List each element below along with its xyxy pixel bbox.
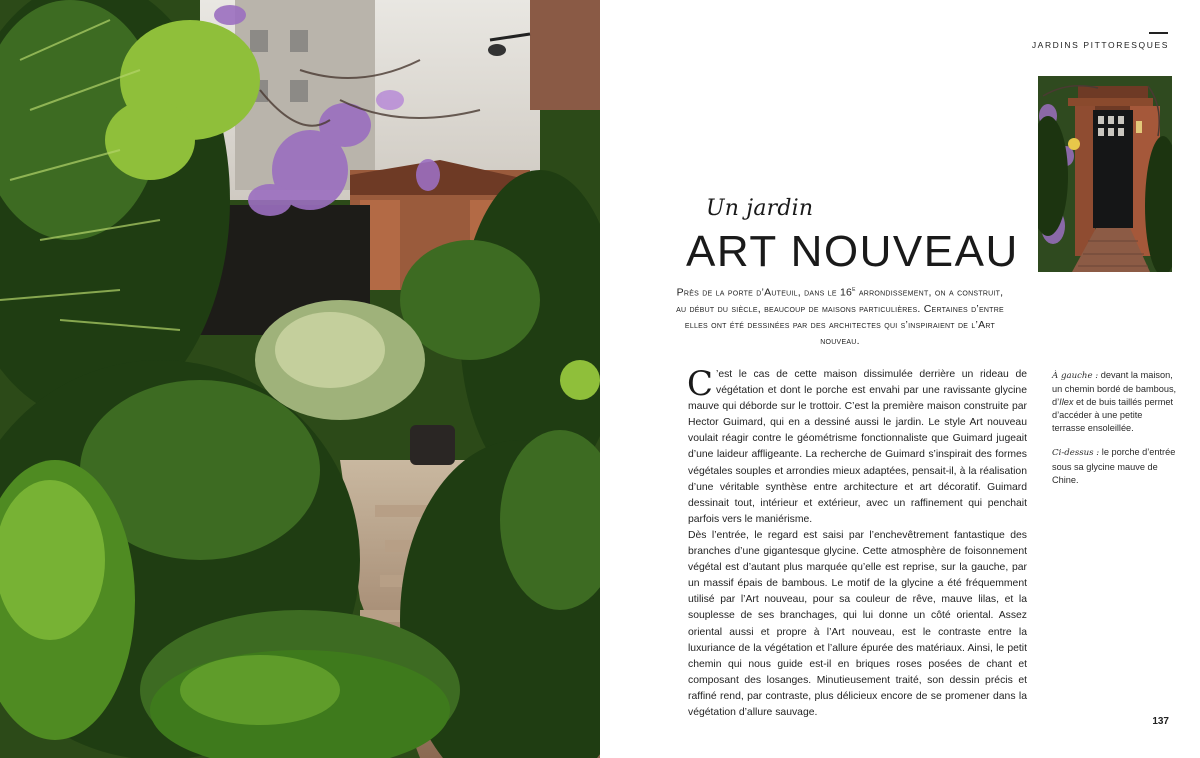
caption-above-text: le porche d’entrée sous sa glycine mauve de Chine.	[1052, 447, 1176, 485]
caption-above-label: Ci-dessus :	[1052, 448, 1100, 459]
captions	[1052, 369, 1178, 498]
page-number: 137	[1152, 716, 1169, 727]
caption-left-italic: Ilex	[1059, 397, 1074, 408]
caption-left	[1052, 369, 1178, 435]
caption-left-label: À gauche :	[1052, 371, 1099, 381]
porch-photo	[1038, 76, 1172, 272]
intro-line1-prefix: Près de la porte d’Auteuil, dans le 16	[676, 286, 853, 299]
header-rule	[1149, 32, 1168, 34]
body-paragraph-2: Dès l’entrée, le regard est saisi par l’enchevêtrement fantastique des branches d’une gigantesque glycine. Cette atmosphère de foisonnement végétal est d’autant plus marquée qu’elle est reprise, sur la gauche, par un massif épais de bambous. Le motif de la glycine a été fréquemment utilisé par l’Art nouveau, pour sa couleur de rêve, mauve lilas, et la souplesse de ses branchages, qui lui donne un côté oriental. Assez oriental aussi et propre à l’Art nouveau, est le contraste entre la luxuriance de la végétation et l’allure épurée des matériaux. Ainsi, le petit chemin qui nous guide est-il en briques roses posées de chant et composant des losanges. Minutieusement traité, son dessin précis et raffiné rend, par contraste, plus délicieux encore de se promener dans la végétation d’allure sauvage.	[688, 529, 1027, 718]
intro-paragraph	[675, 282, 1005, 349]
caption-left-text-b: et de buis taillés permet d’accéder à une petite terrasse ensoleillée.	[1052, 397, 1174, 434]
drop-cap: C	[687, 364, 714, 404]
intro-rest: on a construit, au début du siècle, beaucoup de maisons particulières. Certaines d’entre elles ont été dessinées par des architectes qui s’inspiraient de l’Art nouveau.	[676, 286, 1004, 347]
caption-above	[1052, 446, 1178, 486]
body-paragraph-1: ’est le cas de cette maison dissimulée derrière un rideau de végétation et dont le porche est envahi par une ravissante glycine mauve qui déborde sur le trottoir. C’est la première maison construite par Hector Guimard, qui en a dessiné aussi le jardin. Le style Art nouveau voulait réagir contre le géométrisme fonctionnaliste que Guimard jugeait d’une laideur affligeante. La recherche de Guimard s’inspirait des formes végétales souples et arrondies mieux adaptées, pensait-il, à la réalisation d’une véritable synthèse entre architecture et art décoratif. Guimard dessinait tout, intérieur et extérieur, avec un raffinement qui penchait parfois vers le maniérisme.	[688, 369, 1027, 525]
title-kicker: Un jardin	[706, 196, 814, 221]
running-head: JARDINS PITTORESQUES	[1031, 40, 1169, 50]
body-text	[687, 364, 1027, 721]
intro-line1-suffix: arrondissement,	[855, 286, 932, 299]
page-title: ART NOUVEAU	[686, 227, 1019, 276]
caption-left-text-a: devant la maison, un chemin bordé de bambous, d’	[1052, 370, 1177, 408]
intro-superscript: e	[852, 286, 856, 293]
